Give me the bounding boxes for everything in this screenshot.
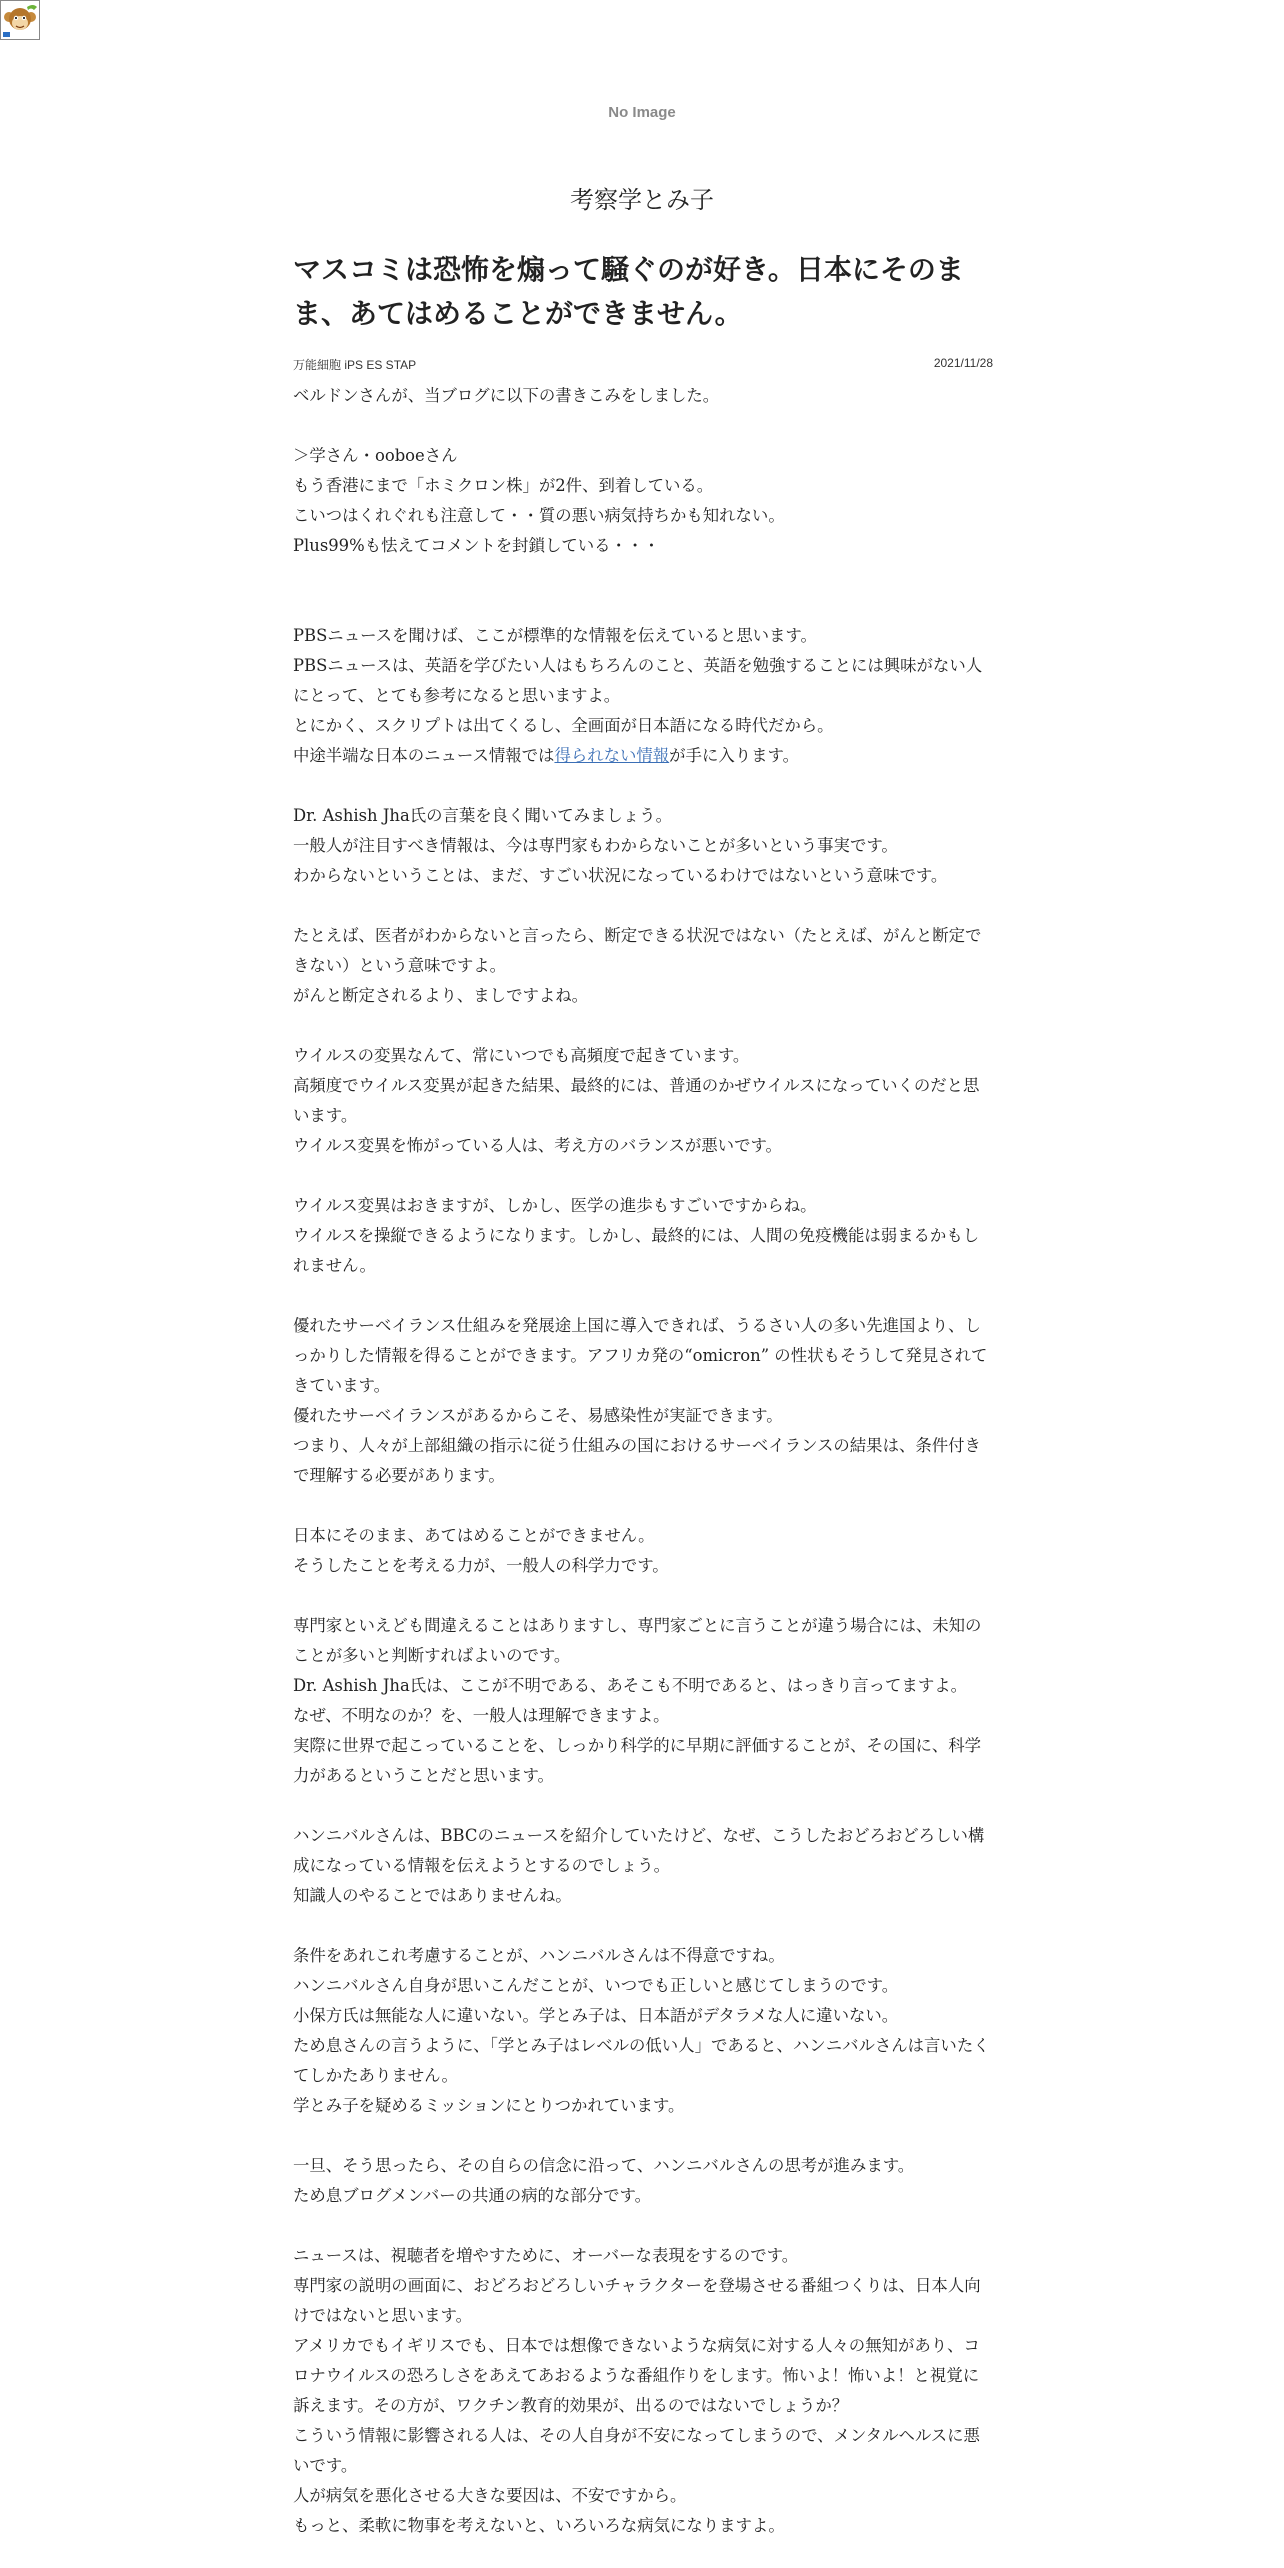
body-line: 実際に世界で起こっていることを、しっかり科学的に早期に評価することが、その国に、科学力があるということだと思います。 bbox=[293, 1736, 982, 1785]
body-line: 小保方氏は無能な人に違いない。学とみ子は、日本語がデタラメな人に違いない。 bbox=[293, 2006, 899, 2025]
body-line: とにかく、スクリプトは出てくるし、全画面が日本語になる時代だから。 bbox=[293, 716, 834, 735]
body-line: 専門家の説明の画面に、おどろおどろしいチャラクターを登場させる番組つくりは、日本人向けではないと思います。 bbox=[293, 2276, 981, 2325]
body-line: 人が病気を悪化させる大きな要因は、不安ですから。 bbox=[293, 2486, 687, 2505]
body-line: 知識人のやることではありませんね。 bbox=[293, 1886, 572, 1905]
body-line: ニュースは、視聴者を増やすために、オーバーな表現をするのです。 bbox=[293, 2246, 799, 2265]
body-line: ベルドンさんが、当ブログに以下の書きこみをしました。 bbox=[293, 386, 720, 405]
monkey-icon bbox=[1, 1, 39, 39]
body-line: もっと、柔軟に物事を考えないと、いろいろな病気になりますよ。 bbox=[293, 2516, 785, 2535]
body-line: がんと断定されるより、ましですよね。 bbox=[293, 986, 589, 1005]
body-line: ＞学さん・ooboeさん bbox=[293, 446, 458, 465]
body-line: Dr. Ashish Jha氏の言葉を良く聞いてみましょう。 bbox=[293, 806, 672, 825]
body-text: が手に入ります。 bbox=[669, 746, 799, 765]
body-line-with-link bbox=[293, 741, 993, 771]
avatar[interactable] bbox=[0, 0, 40, 40]
body-line: 高頻度でウイルス変異が起きた結果、最終的には、普通のかぜウイルスになっていくのだと思います。 bbox=[293, 1076, 980, 1125]
post-body bbox=[293, 381, 993, 2541]
body-line: Plus99%も怯えてコメントを封鎖している・・・ bbox=[293, 536, 660, 555]
post-title: マスコミは恐怖を煽って騒ぐのが好き。日本にそのまま、あてはめることができません。 bbox=[293, 253, 964, 330]
body-line: PBSニュースは、英語を学びたい人はもちろんのこと、英語を勉強することには興味がない人にとって、とても参考になると思いますよ。 bbox=[293, 656, 983, 705]
body-line: 学とみ子を疑めるミッションにとりつかれています。 bbox=[293, 2096, 685, 2115]
blog-title[interactable]: 考察学とみ子 bbox=[570, 186, 714, 214]
body-line: 優れたサーベイランス仕組みを発展途上国に導入できれば、うるさい人の多い先進国より、しっかりした情報を得ることができます。アフリカ発の“omicron” の性状もそうして発見されてきています。 bbox=[293, 1316, 988, 1395]
body-line: ハンニバルさん自身が思いこんだことが、いつでも正しいと感じてしまうのです。 bbox=[293, 1976, 899, 1995]
post-category-link[interactable]: 万能細胞 iPS ES STAP bbox=[293, 358, 417, 372]
body-line: 優れたサーベイランスがあるからこそ、易感染性が実証できます。 bbox=[293, 1406, 783, 1425]
body-line: 一般人が注目すべき情報は、今は専門家もわからないことが多いという事実です。 bbox=[293, 836, 898, 855]
body-line: ハンニバルさんは、BBCのニュースを紹介していたけど、なぜ、こうしたおどろおどろしい構成になっている情報を伝えようとするのでしょう。 bbox=[293, 1826, 985, 1875]
body-line: わからないということは、まだ、すごい状況になっているわけではないという意味です。 bbox=[293, 866, 948, 885]
body-line: ウイルスを操縦できるようになります。しかし、最終的には、人間の免疫機能は弱まるかもしれません。 bbox=[293, 1226, 980, 1275]
body-line: そうしたことを考える力が、一般人の科学力です。 bbox=[293, 1556, 669, 1575]
body-line: ウイルスの変異なんて、常にいつでも高頻度で起きています。 bbox=[293, 1046, 750, 1065]
body-line: たとえば、医者がわからないと言ったら、断定できる状況ではない（たとえば、がんと断定できない）という意味ですよ。 bbox=[293, 926, 982, 975]
post-date: 2021/11/28 bbox=[933, 356, 993, 370]
body-line: 専門家といえども間違えることはありますし、専門家ごとに言うことが違う場合には、未知のことが多いと判断すればよいのです。 bbox=[293, 1616, 982, 1665]
body-line: こういう情報に影響される人は、その人自身が不安になってしまうので、メンタルヘルスに悪いです。 bbox=[293, 2426, 980, 2475]
body-line: ため息ブログメンバーの共通の病的な部分です。 bbox=[293, 2186, 651, 2205]
body-line: こいつはくれぐれも注意して・・質の悪い病気持ちかも知れない。 bbox=[293, 506, 785, 525]
body-text: 中途半端な日本のニュース情報では bbox=[293, 746, 555, 765]
body-line: もう香港にまで「ホミクロン株」が2件、到着している。 bbox=[293, 476, 714, 495]
body-line: アメリカでもイギリスでも、日本では想像できないような病気に対する人々の無知があり、コロナウイルスの恐ろしさをあえてあおるような番組作りをします。怖いよ！怖いよ！と視覚に訴えます。その方が、ワクチン教育的効果が、出るのではないでしょうか？ bbox=[293, 2336, 980, 2415]
post-meta bbox=[293, 356, 993, 373]
body-line: ため息さんの言うように、「学とみ子はレベルの低い人」であると、ハンニバルさんは言いたくてしかたありません。 bbox=[293, 2036, 990, 2085]
body-line: PBSニュースを聞けば、ここが標準的な情報を伝えていると思います。 bbox=[293, 626, 817, 645]
body-line: ウイルス変異を怖がっている人は、考え方のバランスが悪いです。 bbox=[293, 1136, 782, 1155]
info-link[interactable]: 得られない情報 bbox=[554, 746, 670, 765]
body-line: 条件をあれこれ考慮することが、ハンニバルさんは不得意ですね。 bbox=[293, 1946, 785, 1965]
body-line: 日本にそのまま、あてはめることができません。 bbox=[293, 1526, 655, 1545]
body-line: Dr. Ashish Jha氏は、ここが不明である、あそこも不明であると、はっきり言ってますよ。 bbox=[293, 1676, 967, 1695]
body-line: つまり、人々が上部組織の指示に従う仕組みの国におけるサーベイランスの結果は、条件付きで理解する必要があります。 bbox=[293, 1436, 981, 1485]
body-line: 一旦、そう思ったら、その自らの信念に沿って、ハンニバルさんの思考が進みます。 bbox=[293, 2156, 915, 2175]
body-line: ウイルス変異はおきますが、しかし、医学の進歩もすごいですからね。 bbox=[293, 1196, 817, 1215]
header-image-placeholder: No Image bbox=[608, 104, 676, 121]
body-line: なぜ、不明なのか？を、一般人は理解できますよ。 bbox=[293, 1706, 670, 1725]
